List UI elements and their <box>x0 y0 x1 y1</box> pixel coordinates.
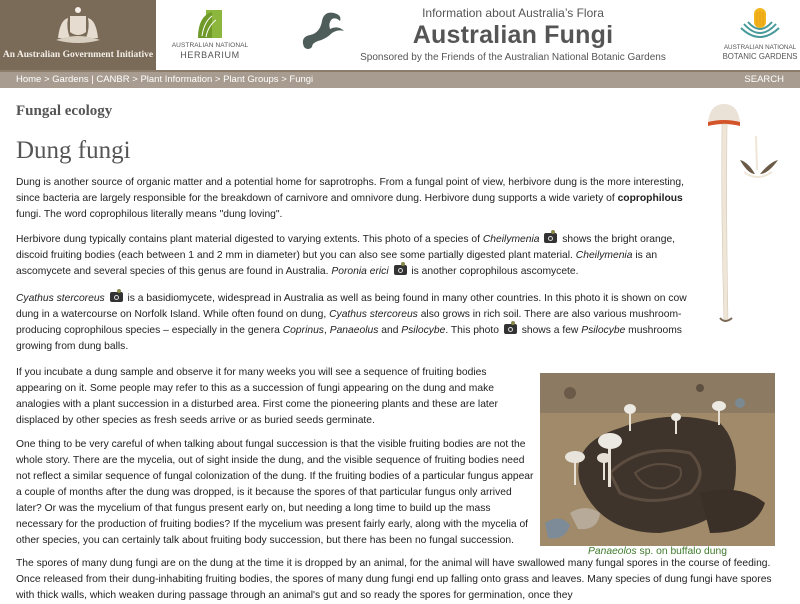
site-header <box>0 0 800 70</box>
bold-term: coprophilous <box>617 193 683 204</box>
text: shows a few <box>518 325 582 336</box>
species-name: Cyathus stercoreus <box>329 309 418 320</box>
coat-of-arms-icon <box>50 6 106 46</box>
herbarium-leaf-icon <box>196 10 224 38</box>
paragraph-intro <box>16 175 706 223</box>
text: also grows in rich soil. There are also various mushroom-producing coprophilous species – especially in the genera <box>16 309 682 336</box>
gov-initiative-panel[interactable] <box>0 0 156 70</box>
breadcrumb-plant-information[interactable]: Plant Information <box>140 74 213 85</box>
text: , <box>323 325 330 336</box>
text: is an ascomycete and several species of this genus are found in Australia. <box>16 250 658 277</box>
site-title[interactable]: Australian Fungi <box>412 21 614 49</box>
camera-icon[interactable] <box>504 324 517 334</box>
breadcrumb-home[interactable]: Home <box>16 74 42 85</box>
paragraph-spores: The spores of many dung fungi are on the dung at the time it is dropped by an animal, for the animal will have swallowed many fungal spores in the course of feeding. Once released from their dung-inhabiting fruiting bodies, the spores of many dung fungi end up falling onto grass and leaves. Many species of dung fungi have spores with thick walls, which weaken during passage through an animal's gut and so ready the spores for germination, once they <box>16 558 772 601</box>
text: Dung is another source of organic matter and a potential home for saprotrophs. From a fungal point of view, herbivore dung is the more interesting, since bacteria are largely responsible for the breakdown of carnivore and omnivore dung. Herbivore dung supports a wide variety of <box>16 177 684 204</box>
breadcrumb-gardens[interactable]: Gardens <box>52 74 89 85</box>
caption-species: Panaeolos <box>588 546 637 557</box>
camera-icon[interactable] <box>110 292 123 302</box>
genus-name: Psilocybe <box>581 325 626 336</box>
breadcrumb-canbr[interactable]: CANBR <box>96 74 130 85</box>
anbg-line1: AUSTRALIAN NATIONAL <box>723 44 797 51</box>
text: shows the bright orange, discoid fruiting bodies (each between 1 and 2 mm in diameter) but you can also see some partially digested plant material. <box>16 234 676 261</box>
herbarium-line2: HERBARIUM <box>180 50 240 60</box>
species-name: Cheilymenia <box>575 250 633 261</box>
camera-icon[interactable] <box>544 233 557 243</box>
species-name: Cheilymenia <box>482 234 540 245</box>
text: Herbivore dung typically contains plant material digested to varying extents. This photo of a species of <box>16 234 483 245</box>
text: and <box>378 325 402 336</box>
anbg-logo[interactable] <box>720 6 800 66</box>
breadcrumb-separator: | <box>88 74 97 85</box>
species-name: Cyathus stercoreus <box>16 293 105 304</box>
nav-bar <box>0 70 800 88</box>
mushroom-illustration <box>700 100 800 330</box>
anbg-line2: BOTANIC GARDENS <box>722 52 798 61</box>
breadcrumb-separator: > <box>212 74 224 85</box>
herbarium-line1: AUSTRALIAN NATIONAL <box>171 42 249 49</box>
caption-text: sp. on buffalo dung <box>636 546 727 557</box>
breadcrumb <box>16 74 313 85</box>
panaeolus-dung-photo[interactable] <box>540 373 775 546</box>
paragraph-cyathus <box>16 291 706 355</box>
text: fungi. The word coprophilous literally means "dung loving". <box>16 209 283 220</box>
breadcrumb-separator: > <box>129 74 141 85</box>
breadcrumb-plant-groups[interactable]: Plant Groups <box>223 74 279 85</box>
breadcrumb-separator: > <box>278 74 290 85</box>
breadcrumb-fungi[interactable]: Fungi <box>289 74 314 85</box>
text: mushrooms growing from dung balls. <box>16 325 682 352</box>
site-title-block <box>338 4 688 68</box>
text: is a basidiomycete, widespread in Australia as well as being found in many other countries. In this photo it is shown on cow dung in a watercourse on Norfolk Island. While often found on dung, <box>16 293 687 320</box>
page-title: Dung fungi <box>16 137 131 164</box>
gov-initiative-text: An Australian Government Initiative <box>2 50 154 60</box>
paragraph-succession: If you incubate a dung sample and observe it for many weeks you will see a sequence of fruiting bodies appearing on it. Some people may refer to this as a succession of fungi appearing on the dung and make analogies with a plant succession in a disturbed area. First come the pioneering plants and these are later displaced by other species as fresh seeds arrive or as buried seeds germinate. <box>16 367 498 426</box>
breadcrumb-separator: > <box>41 74 53 85</box>
text: is another coprophilous ascomycete. <box>408 266 579 277</box>
paragraph-herbivore-dung <box>16 232 706 280</box>
camera-icon[interactable] <box>394 265 407 275</box>
text: . This photo <box>445 325 502 336</box>
genus-name: Coprinus <box>282 325 324 336</box>
search-link[interactable]: SEARCH <box>744 74 784 85</box>
banksia-icon <box>740 8 780 40</box>
herbarium-logo[interactable] <box>168 8 252 64</box>
tagline: Information about Australia’s Flora <box>422 6 604 20</box>
sponsor-text: Sponsored by the Friends of the Australian National Botanic Gardens <box>360 52 666 63</box>
section-heading: Fungal ecology <box>16 103 113 119</box>
species-name: Poronia erici <box>331 266 389 277</box>
genus-name: Panaeolus <box>329 325 379 336</box>
paragraph-careful: One thing to be very careful of when talking about fungal succession is that the visible fruiting bodies are not the whole story. There are the mycelia, out of sight inside the dung, and the visible sequence of fruiting bodies need not reflect a similar sequence of fungal colonization of the dung. If the fruiting bodies of a particular fungus appear a couple of months after the dung was dropped, is it because the spores of that particular fungus only arrived later? Or was the mycelium of that fungus present early on, but needing a long time to build up the mass necessary for the production of fruiting bodies? If the mycelium was present fairly early, along with the mycelia of other species, you can certainly talk about fruiting body succession, but there has been no fungal succession. <box>16 439 534 546</box>
genus-name: Psilocybe <box>401 325 446 336</box>
